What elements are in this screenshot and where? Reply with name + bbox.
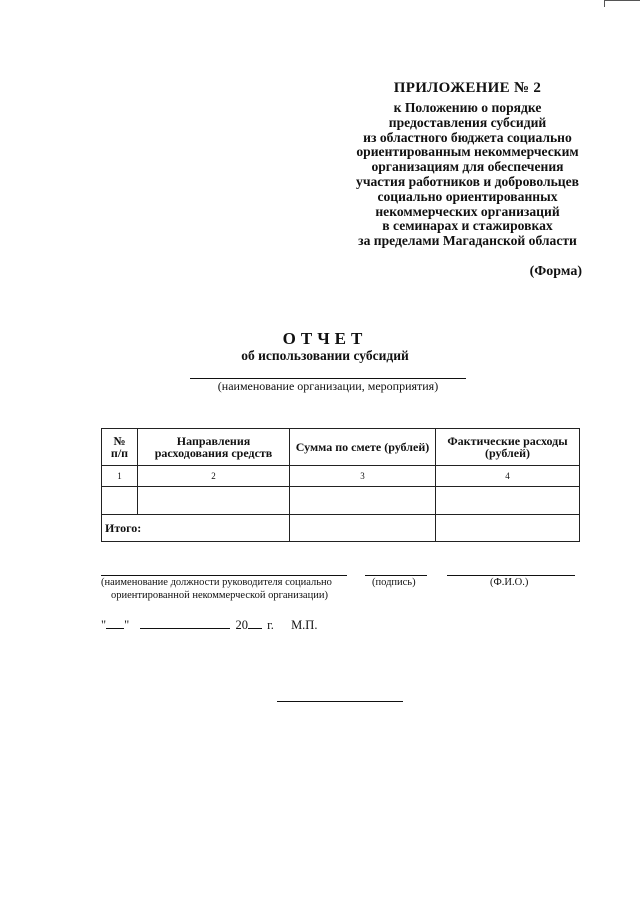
position-caption bbox=[101, 576, 351, 602]
report-title: ОТЧЕТ bbox=[282, 329, 368, 348]
column-number-cell: 2 bbox=[138, 466, 290, 487]
corner-scan-mark bbox=[604, 0, 640, 7]
appendix-line: организациям для обеспечения bbox=[371, 159, 564, 175]
appendix-line: в семинарах и стажировках bbox=[382, 218, 553, 234]
empty-cell[interactable] bbox=[102, 487, 138, 515]
header-direction: Направления расходования средств bbox=[138, 429, 290, 466]
date-quote: " bbox=[101, 618, 107, 632]
header-number: № п/п bbox=[102, 429, 138, 466]
year-blank[interactable] bbox=[248, 617, 262, 629]
report-table bbox=[101, 428, 580, 542]
appendix-line: участия работников и добровольцев bbox=[356, 173, 579, 189]
appendix-line: к Положению о порядке bbox=[393, 100, 542, 115]
position-caption-line: (наименование должности руководителя социально bbox=[101, 577, 332, 588]
empty-cell[interactable] bbox=[290, 487, 436, 515]
header-actual: Фактические расходы (рублей) bbox=[436, 429, 580, 466]
empty-cell[interactable] bbox=[138, 487, 290, 515]
column-number-cell: 3 bbox=[290, 466, 436, 487]
appendix-title: ПРИЛОЖЕНИЕ № 2 bbox=[393, 80, 542, 96]
date-row bbox=[101, 617, 317, 633]
report-subtitle: об использовании субсидий bbox=[241, 348, 409, 363]
year-suffix: г. bbox=[267, 618, 274, 632]
appendix-line: социально ориентированных bbox=[377, 188, 558, 204]
total-estimate-cell[interactable] bbox=[290, 515, 436, 542]
header-estimate: Сумма по смете (рублей) bbox=[290, 429, 436, 466]
table-header-row bbox=[102, 429, 580, 466]
empty-cell[interactable] bbox=[436, 487, 580, 515]
organization-name-caption: (наименование организации, мероприятия) bbox=[217, 379, 439, 393]
appendix-line: за пределами Магаданской области bbox=[358, 233, 577, 249]
column-number-cell: 4 bbox=[436, 466, 580, 487]
month-blank[interactable] bbox=[140, 617, 230, 629]
full-name-caption: (Ф.И.О.) bbox=[490, 577, 529, 588]
appendix-line: предоставления субсидий bbox=[388, 114, 547, 130]
position-caption-line: ориентированной некоммерческой организации) bbox=[111, 590, 328, 601]
total-row bbox=[102, 515, 580, 542]
appendix-description bbox=[300, 101, 635, 249]
table-row bbox=[102, 466, 580, 487]
day-blank[interactable] bbox=[106, 617, 124, 629]
appendix-line: некоммерческих организаций bbox=[375, 203, 560, 219]
form-label: (Форма) bbox=[529, 264, 582, 279]
appendix-line: из областного бюджета социально bbox=[363, 129, 572, 145]
appendix-line: ориентированным некоммерческим bbox=[356, 144, 579, 160]
column-number-cell: 1 bbox=[102, 466, 138, 487]
bottom-separator-line bbox=[277, 701, 403, 702]
signature-caption: (подпись) bbox=[372, 577, 416, 588]
table-row bbox=[102, 487, 580, 515]
date-quote: " bbox=[124, 618, 130, 632]
stamp-label: М.П. bbox=[291, 618, 318, 632]
total-label: Итого: bbox=[102, 515, 290, 542]
year-prefix: 20 bbox=[235, 618, 248, 632]
total-actual-cell[interactable] bbox=[436, 515, 580, 542]
